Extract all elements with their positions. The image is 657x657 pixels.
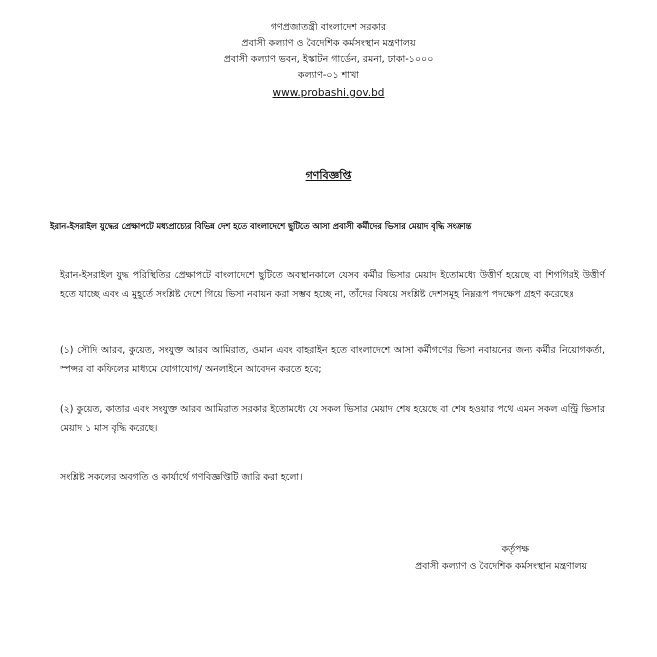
intro-paragraph: ইরান-ইসরাইল যুদ্ধ পরিস্থিতির প্রেক্ষাপটে বাংলাদেশে ছুটিতে অবস্থানকালে যেসব কর্মীর ভিসার মেয়াদ ইতোমধ্যে উত্তীর্ণ হয়েছে বা শিগগিরই উত্তীর্ণ হতে যাচ্ছে এবং এ মুহূর্তে সংশ্লিষ্ট দেশে গিয়ে ভিসা নবায়ন করা সম্ভব হচ্ছে না, তাঁদের বিষয়ে সংশ্লিষ্ট দেশসমূহ নিম্নরূপ পদক্ষেপ গ্রহণ করেছেঃ — [60, 270, 605, 300]
closing-paragraph: সংশ্লিষ্ট সকলের অবগতি ও কার্যার্থে গণবিজ্ঞপ্তিটি জারি করা হলো। — [60, 472, 303, 483]
point-two-paragraph: (২) কুয়েত, কাতার এবং সংযুক্ত আরব আমিরাত সরকার ইতোমধ্যে যে সকল ভিসার মেয়াদ শেষ হয়েছে বা শেষ হওয়ার পথে এমন সকল এন্ট্রি ভিসার মেয়াদ ১ মাস বৃদ্ধি করেছে। — [60, 404, 605, 434]
ministry-address: প্রবাসী কল্যাণ ভবন, ইস্কাটন গার্ডেন, রমনা, ঢাকা-১০০০ — [223, 54, 434, 65]
notice-title: গণবিজ্ঞপ্তি — [305, 169, 352, 182]
website-link[interactable]: www.probashi.gov.bd — [272, 87, 385, 99]
notice-subject: ইরান-ইসরাইল যুদ্ধের প্রেক্ষাপটে মধ্যপ্রাচ্যের বিভিন্ন দেশ হতে বাংলাদেশে ছুটিতে আসা প্রবাসী কর্মীদের ভিসার মেয়াদ বৃদ্ধি সংক্রান্ত — [50, 221, 472, 231]
signature-office: প্রবাসী কল্যাণ ও বৈদেশিক কর্মসংস্থান মন্ত্রণালয় — [415, 561, 587, 572]
government-name: গণপ্রজাতন্ত্রী বাংলাদেশ সরকার — [270, 22, 387, 33]
branch-name: কল্যাণ-০১ শাখা — [297, 70, 360, 81]
letterhead — [0, 20, 657, 102]
notice-title-block — [0, 168, 657, 184]
point-one-paragraph: (১) সৌদি আরব, কুয়েত, সংযুক্ত আরব আমিরাত, ওমান এবং বাহরাইন হতে বাংলাদেশে আসা কর্মীগণের ভিসা নবায়নের জন্য কর্মীর নিয়োগকর্তা, স্পন্সর বা কফিলের মাধ্যমে যোগাযোগ/ অনলাইনে আবেদন করতে হবে; — [60, 345, 605, 375]
signature-block — [415, 541, 587, 575]
signature-authority: কর্তৃপক্ষ — [501, 544, 529, 555]
ministry-name: প্রবাসী কল্যাণ ও বৈদেশিক কর্মসংস্থান মন্ত্রণালয় — [241, 38, 416, 49]
